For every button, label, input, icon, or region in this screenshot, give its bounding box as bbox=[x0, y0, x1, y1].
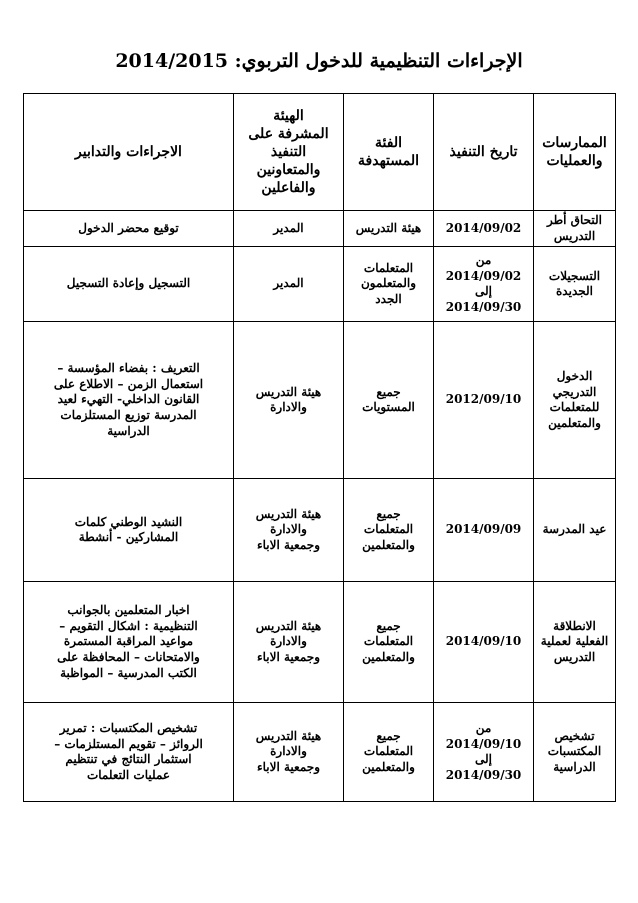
table-row bbox=[24, 247, 616, 322]
page-title: الإجراءات التنظيمية للدخول التربوي: 2014/2015 bbox=[115, 50, 523, 72]
cell-date: من 2014/09/02 إلى 2014/09/30 bbox=[434, 247, 534, 322]
cell-actions: التعريف : بفضاء المؤسسة – استعمال الزمن – الاطلاع على القانون الداخلي- التهيء لعيد المدرسة توزيع المستلزمات الدراسية bbox=[24, 322, 234, 479]
table-row bbox=[24, 479, 616, 582]
cell-date: 2014/09/02 bbox=[434, 211, 534, 247]
cell-supervisors: هيئة التدريس والادارة وجمعية الاباء bbox=[234, 479, 344, 582]
cell-date: 2014/09/10 bbox=[434, 582, 534, 703]
cell-actions: تشخيص المكتسبات : تمرير الروائز – تقويم المستلزمات – استثمار النتائج في تنتظيم عمليات التعلمات bbox=[24, 703, 234, 802]
header-target: الفئة المستهدفة bbox=[344, 94, 434, 211]
cell-target: جميع المتعلمات والمتعلمين bbox=[344, 479, 434, 582]
table-row bbox=[24, 703, 616, 802]
table-header-row bbox=[24, 94, 616, 211]
header-actions: الاجراءات والتدابير bbox=[24, 94, 234, 211]
header-date: تاريخ التنفيذ bbox=[434, 94, 534, 211]
cell-practice: عيد المدرسة bbox=[534, 479, 616, 582]
cell-actions: توقيع محضر الدخول bbox=[24, 211, 234, 247]
cell-supervisors: هيئة التدريس والادارة bbox=[234, 322, 344, 479]
cell-supervisors: هيئة التدريس والادارة وجمعية الاباء bbox=[234, 582, 344, 703]
cell-actions: اخبار المتعلمين بالجوانب التنظيمية : اشكال التقويم – مواعيد المراقبة المستمرة والامتحانات – المحافظة على الكتب المدرسية – المواظبة bbox=[24, 582, 234, 703]
cell-actions: التسجيل وإعادة التسجيل bbox=[24, 247, 234, 322]
cell-practice: التسجيلات الجديدة bbox=[534, 247, 616, 322]
header-practices: الممارسات والعمليات bbox=[534, 94, 616, 211]
cell-target: جميع المستويات bbox=[344, 322, 434, 479]
cell-date: 2012/09/10 bbox=[434, 322, 534, 479]
cell-supervisors: هيئة التدريس والادارة وجمعية الاباء bbox=[234, 703, 344, 802]
cell-actions: النشيد الوطني كلمات المشاركين - أنشطة bbox=[24, 479, 234, 582]
cell-practice: الانطلاقة الفعلية لعملية التدريس bbox=[534, 582, 616, 703]
cell-practice: الدخول التدريجي للمتعلمات والمتعلمين bbox=[534, 322, 616, 479]
schedule-table bbox=[23, 93, 616, 802]
cell-supervisors: المدير bbox=[234, 211, 344, 247]
table-row bbox=[24, 582, 616, 703]
cell-supervisors: المدير bbox=[234, 247, 344, 322]
cell-practice: تشخيص المكتسبات الدراسية bbox=[534, 703, 616, 802]
cell-practice: التحاق أطر التدريس bbox=[534, 211, 616, 247]
cell-target: هيئة التدريس bbox=[344, 211, 434, 247]
table-row bbox=[24, 322, 616, 479]
cell-target: جميع المتعلمات والمتعلمين bbox=[344, 582, 434, 703]
cell-target: جميع المتعلمات والمتعلمين bbox=[344, 703, 434, 802]
cell-date: 2014/09/09 bbox=[434, 479, 534, 582]
cell-date: من 2014/09/10 إلى 2014/09/30 bbox=[434, 703, 534, 802]
header-supervisors: الهيئة المشرفة على التنفيذ والمتعاونين والفاعلين bbox=[234, 94, 344, 211]
table-row bbox=[24, 211, 616, 247]
cell-target: المتعلمات والمتعلمون الجدد bbox=[344, 247, 434, 322]
